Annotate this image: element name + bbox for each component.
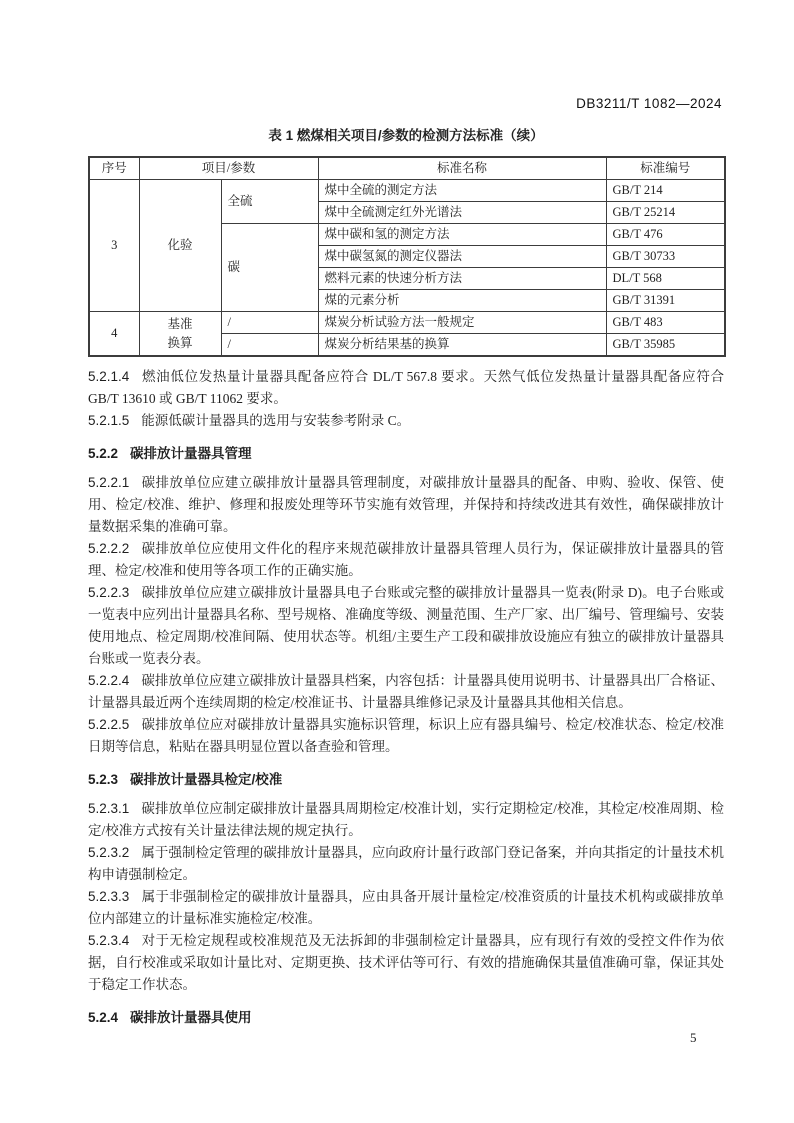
seq-cell: 3 bbox=[89, 180, 139, 312]
section-title: 碳排放计量器具使用 bbox=[130, 1010, 252, 1025]
clause-text: 碳排放单位应使用文件化的程序来规范碳排放计量器具管理人员行为，保证碳排放计量器具的管理、检定/校准和使用等各项工作的正确实施。 bbox=[88, 541, 724, 578]
std-code-cell: GB/T 214 bbox=[606, 180, 725, 202]
clause-text: 碳排放单位应建立碳排放计量器具管理制度，对碳排放计量器具的配备、申购、验收、保管、使用、检定/校准、维护、修理和报废处理等环节实施有效管理，并保持和持续改进其有效性，确保碳排放计量数据采集的准确可靠。 bbox=[88, 475, 724, 534]
std-name-cell: 煤炭分析试验方法一般规定 bbox=[318, 312, 606, 334]
page-content bbox=[88, 124, 724, 1036]
section-number: 5.2.4 bbox=[88, 1010, 119, 1025]
std-name-cell: 煤中全硫的测定方法 bbox=[318, 180, 606, 202]
std-name-cell: 煤炭分析结果基的换算 bbox=[318, 334, 606, 357]
clause-5-2-3-1 bbox=[88, 798, 724, 842]
clause-5-2-2-1 bbox=[88, 472, 724, 538]
standard-number-header: DB3211/T 1082—2024 bbox=[576, 96, 722, 111]
col-header-std-code: 标准编号 bbox=[606, 157, 725, 180]
param-cell: 全硫 bbox=[221, 180, 318, 224]
body-text bbox=[88, 366, 724, 1029]
section-heading-5-2-3 bbox=[88, 769, 724, 791]
clause-5-2-2-4 bbox=[88, 670, 724, 714]
clause-5-2-3-3 bbox=[88, 886, 724, 930]
clause-number: 5.2.1.4 bbox=[88, 369, 130, 384]
clause-text: 燃油低位发热量计量器具配备应符合 DL/T 567.8 要求。天然气低位发热量计量器具配备应符合 GB/T 13610 或 GB/T 11062 要求。 bbox=[88, 369, 724, 406]
clause-text: 属于强制检定管理的碳排放计量器具，应向政府计量行政部门登记备案，并向其指定的计量技术机构申请强制检定。 bbox=[88, 845, 724, 882]
clause-number: 5.2.3.2 bbox=[88, 845, 130, 860]
section-heading-5-2-4 bbox=[88, 1007, 724, 1029]
clause-number: 5.2.2.2 bbox=[88, 541, 130, 556]
clause-5-2-3-4 bbox=[88, 930, 724, 996]
clause-text: 碳排放单位应对碳排放计量器具实施标识管理，标识上应有器具编号、检定/校准状态、检定/校准日期等信息，粘贴在器具明显位置以备查验和管理。 bbox=[88, 717, 724, 754]
clause-5-2-1-5 bbox=[88, 410, 724, 432]
std-code-cell: GB/T 483 bbox=[606, 312, 725, 334]
item-line: 换算 bbox=[167, 335, 193, 350]
table-row bbox=[89, 180, 725, 202]
seq-cell: 4 bbox=[89, 312, 139, 357]
std-code-cell: GB/T 30733 bbox=[606, 246, 725, 268]
col-header-std-name: 标准名称 bbox=[318, 157, 606, 180]
clause-number: 5.2.2.4 bbox=[88, 673, 130, 688]
table-title: 表 1 燃煤相关项目/参数的检测方法标准（续） bbox=[268, 128, 544, 143]
std-name-cell: 煤的元素分析 bbox=[318, 290, 606, 312]
std-code-cell: GB/T 476 bbox=[606, 224, 725, 246]
clause-number: 5.2.2.1 bbox=[88, 475, 130, 490]
clause-number: 5.2.2.3 bbox=[88, 585, 130, 600]
std-name-cell: 煤中全硫测定红外光谱法 bbox=[318, 202, 606, 224]
col-header-item-param: 项目/参数 bbox=[139, 157, 318, 180]
section-title: 碳排放计量器具管理 bbox=[130, 446, 252, 461]
param-cell: / bbox=[221, 334, 318, 357]
clause-number: 5.2.1.5 bbox=[88, 413, 130, 428]
table-header-row bbox=[89, 157, 725, 180]
detection-methods-table bbox=[88, 156, 726, 357]
std-name-cell: 燃料元素的快速分析方法 bbox=[318, 268, 606, 290]
section-number: 5.2.2 bbox=[88, 446, 119, 461]
param-cell: / bbox=[221, 312, 318, 334]
clause-text: 属于非强制检定的碳排放计量器具，应由具备开展计量检定/校准资质的计量技术机构或碳排放单位内部建立的计量标准实施检定/校准。 bbox=[88, 889, 724, 926]
page-number: 5 bbox=[690, 1030, 697, 1045]
clause-text: 碳排放单位应建立碳排放计量器具档案，内容包括：计量器具使用说明书、计量器具出厂合格证、计量器具最近两个连续周期的检定/校准证书、计量器具维修记录及计量器具其他相关信息。 bbox=[88, 673, 724, 710]
std-code-cell: GB/T 35985 bbox=[606, 334, 725, 357]
clause-number: 5.2.3.4 bbox=[88, 933, 130, 948]
clause-text: 碳排放单位应建立碳排放计量器具电子台账或完整的碳排放计量器具一览表(附录 D)。电子台账或一览表中应列出计量器具名称、型号规格、准确度等级、测量范围、生产厂家、出厂编号、管理编号、安装使用地点、检定周期/校准间隔、使用状态等。机组/主要生产工段和碳排放设施应有独立的碳排放计量器具台账或一览表分表。 bbox=[88, 585, 724, 666]
clause-5-2-2-3 bbox=[88, 582, 724, 670]
clause-number: 5.2.3.3 bbox=[88, 889, 130, 904]
clause-text: 碳排放单位应制定碳排放计量器具周期检定/校准计划，实行定期检定/校准，其检定/校准周期、检定/校准方式按有关计量法律法规的规定执行。 bbox=[88, 801, 724, 838]
clause-text: 对于无检定规程或校准规范及无法拆卸的非强制检定计量器具，应有现行有效的受控文件作为依据，自行校准或采取如计量比对、定期更换、技术评估等可行、有效的措施确保其量值准确可靠，保证其处于稳定工作状态。 bbox=[88, 933, 724, 992]
std-code-cell: GB/T 31391 bbox=[606, 290, 725, 312]
clause-5-2-1-4 bbox=[88, 366, 724, 410]
clause-5-2-2-2 bbox=[88, 538, 724, 582]
section-title: 碳排放计量器具检定/校准 bbox=[130, 772, 283, 787]
item-line: 基准 bbox=[167, 316, 193, 331]
std-name-cell: 煤中碳氢氮的测定仪器法 bbox=[318, 246, 606, 268]
table-row bbox=[89, 312, 725, 334]
col-header-seq: 序号 bbox=[89, 157, 139, 180]
param-cell: 碳 bbox=[221, 224, 318, 312]
clause-number: 5.2.2.5 bbox=[88, 717, 130, 732]
clause-text: 能源低碳计量器具的选用与安装参考附录 C。 bbox=[141, 413, 411, 428]
item-cell: 化验 bbox=[139, 180, 221, 312]
std-code-cell: GB/T 25214 bbox=[606, 202, 725, 224]
clause-5-2-2-5 bbox=[88, 714, 724, 758]
clause-5-2-3-2 bbox=[88, 842, 724, 886]
item-cell bbox=[139, 312, 221, 357]
std-code-cell: DL/T 568 bbox=[606, 268, 725, 290]
section-heading-5-2-2 bbox=[88, 443, 724, 465]
section-number: 5.2.3 bbox=[88, 772, 119, 787]
std-name-cell: 煤中碳和氢的测定方法 bbox=[318, 224, 606, 246]
clause-number: 5.2.3.1 bbox=[88, 801, 130, 816]
